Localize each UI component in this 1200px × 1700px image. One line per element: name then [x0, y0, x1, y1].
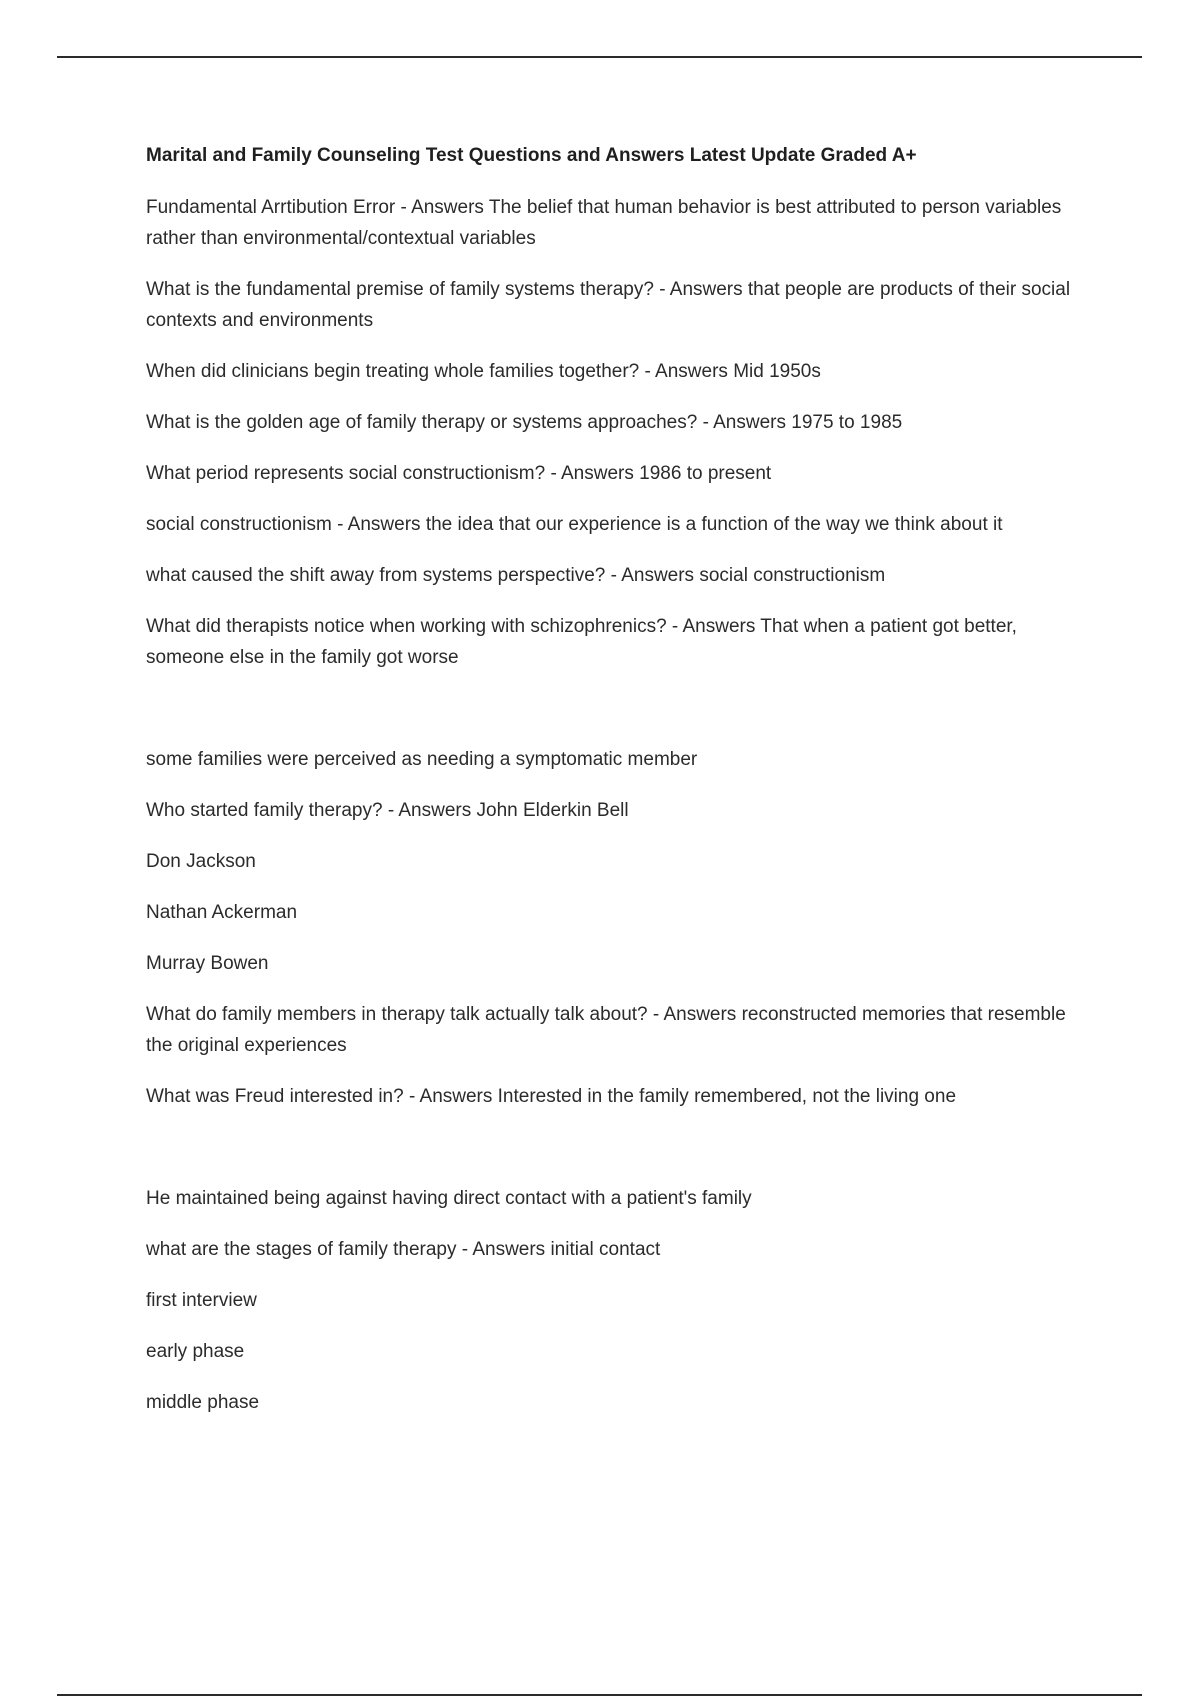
header-rule [57, 56, 1142, 58]
qa-line: What is the fundamental premise of family systems therapy? - Answers that people are products of their social contexts and environments [146, 279, 1071, 331]
qa-line: What is the golden age of family therapy or systems approaches? - Answers 1975 to 1985 [146, 412, 903, 433]
qa-line: social constructionism - Answers the idea that our experience is a function of the way we think about it [146, 514, 1003, 535]
qa-line: He maintained being against having direct contact with a patient's family [146, 1188, 752, 1209]
document-title: Marital and Family Counseling Test Questions and Answers Latest Update Graded A+ [146, 145, 917, 166]
qa-line: What did therapists notice when working with schizophrenics? - Answers That when a patient got better, someone else in the family got worse [146, 616, 1017, 668]
qa-line: When did clinicians begin treating whole families together? - Answers Mid 1950s [146, 361, 821, 382]
qa-line: middle phase [146, 1392, 260, 1413]
footer-rule [57, 1694, 1142, 1696]
qa-line: What was Freud interested in? - Answers Interested in the family remembered, not the living one [146, 1086, 957, 1107]
qa-line: some families were perceived as needing a symptomatic member [146, 749, 698, 770]
qa-line: first interview [146, 1290, 257, 1311]
qa-line: what are the stages of family therapy - Answers initial contact [146, 1239, 661, 1260]
qa-line: Who started family therapy? - Answers John Elderkin Bell [146, 800, 629, 821]
qa-line: Fundamental Arrtibution Error - Answers The belief that human behavior is best attributed to person variables rather than environmental/contextual variables [146, 197, 1062, 249]
qa-line: Don Jackson [146, 851, 256, 872]
qa-line: Murray Bowen [146, 953, 269, 974]
qa-line: early phase [146, 1341, 245, 1362]
qa-line: What period represents social constructionism? - Answers 1986 to present [146, 463, 772, 484]
document-body [146, 142, 1096, 1438]
qa-line: Nathan Ackerman [146, 902, 298, 923]
qa-line: What do family members in therapy talk actually talk about? - Answers reconstructed memories that resemble the original experiences [146, 1004, 1066, 1056]
qa-line: what caused the shift away from systems perspective? - Answers social constructionism [146, 565, 886, 586]
